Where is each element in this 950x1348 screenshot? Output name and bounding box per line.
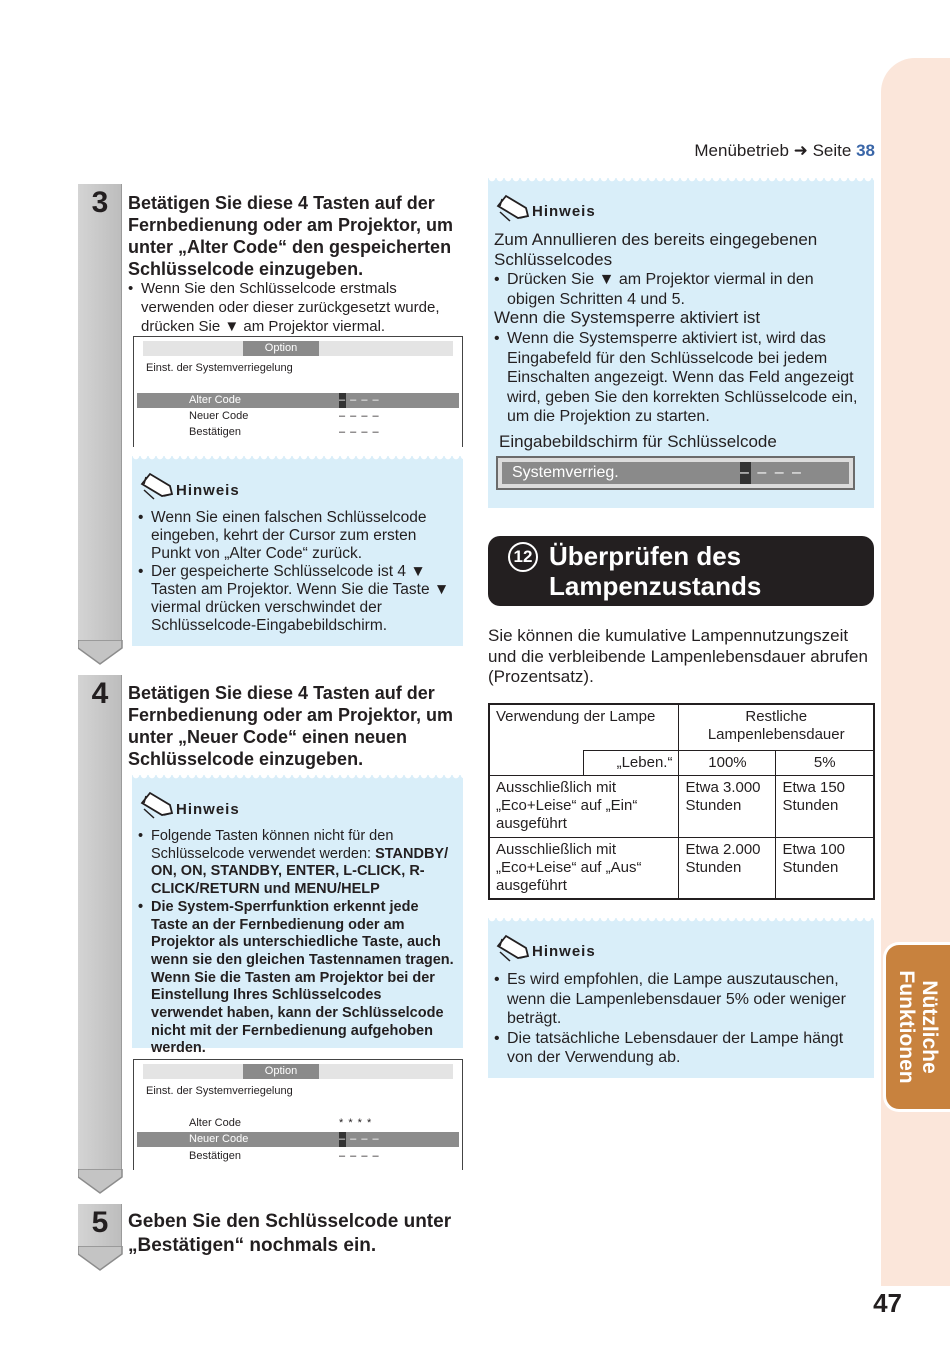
menu-row-value: – – – – [339, 426, 380, 438]
menu-screenshot-old-code [133, 336, 463, 447]
step-4-arrow [78, 675, 122, 1195]
hint-bullets [138, 509, 456, 635]
hint-box-step4 [132, 781, 463, 1057]
table-cell-mode: Ausschließlich mit „Eco+Leise“ auf „Aus“ ausgeführt [489, 837, 679, 899]
cursor: – [339, 1133, 347, 1145]
step-5-number: 5 [91, 1206, 109, 1239]
section-intro: Sie können die kumulative Lampennutzungszeit und die verbleibende Lampenlebensdauer abrufen (Prozentsatz). [488, 626, 868, 686]
hint-bullet: • Die System-Sperrfunktion erkennt jede Taste an der Fernbedienung oder am Projektor als unterschiedliche Taste, auch wenn sie den gleichen Tastennamen tragen. Wenn Sie die Tasten am Projektor bei der Einstellung Ihres Schlüsselcodes verwendet haben, kann der Schlüsselcode nicht mit der Fernbedienung aufgehoben werden. [138, 899, 456, 1058]
menu-row-label: Alter Code [189, 394, 241, 406]
table-row [489, 837, 874, 899]
menu-subtitle: Einst. der Systemverriegelung [146, 1085, 293, 1097]
keycode-value [740, 462, 803, 484]
hint-title: Hinweis [532, 203, 596, 220]
hint-bullets [138, 828, 456, 1058]
section-heading [488, 536, 874, 606]
hint-subheading: Wenn die Systemsperre aktiviert ist [494, 308, 761, 327]
hint-title: Hinweis [532, 943, 596, 960]
chapter-tab-label [895, 970, 941, 1083]
hint-bullets [494, 329, 866, 427]
menu-ref-text: Menübetrieb ➜ Seite [694, 141, 852, 160]
pencil-icon [494, 194, 532, 224]
step-4-title: Betätigen Sie diese 4 Tasten auf der Fernbedienung oder am Projektor, um unter „Neuer Code“ einen neuen Schlüsselcode einzugeben. [128, 683, 454, 769]
table-cell-mode: Ausschließlich mit „Eco+Leise“ auf „Ein“ ausgeführt [489, 775, 679, 837]
hint-bullet-text: Folgende Tasten können nicht für den Schlüsselcode verwendet werden: [151, 828, 394, 862]
pencil-icon [138, 472, 176, 502]
pencil-icon [138, 791, 176, 821]
section-title-line2: Lampenzustands [549, 571, 762, 601]
keycode-value-rest: – – – [750, 464, 803, 481]
hint-bullet: • Es wird empfohlen, die Lampe auszutauschen, wenn die Lampenlebensdauer 5% oder weniger beträgt. [494, 970, 866, 1029]
step-4-number: 4 [91, 677, 109, 710]
menu-row-alter-code [137, 1116, 459, 1131]
menu-row-neuer-code [137, 1132, 459, 1147]
menu-row-label: Alter Code [189, 1117, 241, 1129]
menu-row-neuer-code [137, 409, 459, 424]
table-cell-5: Etwa 100 Stunden [776, 837, 874, 899]
menu-subtitle: Einst. der Systemverriegelung [146, 362, 293, 374]
table-row [489, 775, 874, 837]
step-3-title: Betätigen Sie diese 4 Tasten auf der Fernbedienung oder am Projektor, um unter „Alter Code“ den gespeicherten Schlüsselcode einzugeben. [128, 193, 454, 279]
menu-row-alter-code [137, 393, 459, 408]
table-header-usage: Verwendung der Lampe [489, 704, 679, 750]
menu-row-value [339, 393, 380, 408]
hint-bullet-bold: STANDBY/ ON, ON, STANDBY, ENTER, L-CLICK, R-CLICK/RETURN und MENU/HELP [151, 845, 449, 898]
pencil-icon [494, 934, 532, 964]
step-3-bullet: • Wenn Sie den Schlüsselcode erstmals verwenden oder dieser zurückgesetzt wurde, drücken Sie ▼ am Projektor viermal. [128, 279, 463, 336]
section-number: 12 [508, 542, 538, 572]
hint-bullet: • Wenn die Systemsperre aktiviert ist, wird das Eingabefeld für den Schlüsselcode bei jedem Einschalten angezeigt. Wenn das Feld angezeigt wird, geben Sie den korrekten Schlüsselcode ein, um die Projektion zu starten. [494, 329, 866, 427]
step-3-bullets [128, 279, 463, 336]
hint-box-lamp [488, 924, 874, 1078]
step-5-title: Geben Sie den Schlüsselcode unter „Bestätigen“ nochmals ein. [128, 1211, 452, 1256]
hint-bullet: • Der gespeicherte Schlüsselcode ist 4 ▼ Tasten am Projektor. Wenn Sie die Taste ▼ viermal drücken verschwindet der Schlüsselcode-Eingabebildschirm. [138, 563, 456, 635]
table-cell-100: Etwa 3.000 Stunden [679, 775, 776, 837]
menu-row-value: * * * * [339, 1117, 373, 1129]
menu-row-value [339, 1132, 380, 1147]
menu-row-bestaetigen [137, 1149, 459, 1164]
hint-bullet [138, 828, 456, 899]
hint-subheading: Zum Annullieren des bereits eingegebenen Schlüsselcodes [494, 230, 818, 269]
table-header-remaining: Restliche Lampenlebensdauer [679, 704, 874, 750]
menu-reference [670, 141, 875, 161]
table-sub-label: „Leben.“ [584, 750, 679, 775]
lamp-table [488, 703, 875, 900]
step-3-arrow [78, 184, 122, 666]
menu-row-value-rest: – – – [346, 394, 380, 406]
hint-bullets [494, 970, 866, 1068]
menu-row-value: – – – – [339, 410, 380, 422]
page-number: 47 [873, 1288, 902, 1318]
hint-title: Hinweis [176, 482, 240, 499]
hint-bullet: • Die tatsächliche Lebensdauer der Lampe hängt von der Verwendung ab. [494, 1029, 866, 1068]
step-3-number: 3 [91, 186, 109, 219]
cursor: – [740, 462, 751, 484]
chapter-tab-line2: Funktionen [895, 970, 918, 1084]
menu-row-label: Bestätigen [189, 1150, 241, 1162]
menu-row-label: Neuer Code [189, 1133, 249, 1145]
table-cell-100: Etwa 2.000 Stunden [679, 837, 776, 899]
hint-bullet: • Drücken Sie ▼ am Projektor viermal in den obigen Schritten 4 und 5. [494, 270, 866, 309]
menu-header: Option [243, 1064, 319, 1079]
hint-box-step3 [132, 462, 463, 646]
menu-row-bestaetigen [137, 425, 459, 440]
hint-bullet: • Wenn Sie einen falschen Schlüsselcode eingeben, kehrt der Cursor zum ersten Punkt von „Alter Code“ zurück. [138, 509, 456, 563]
hint-title: Hinweis [176, 801, 240, 818]
chapter-tab [883, 942, 950, 1112]
menu-row-value-rest: – – – [346, 1133, 380, 1145]
table-sub-100: 100% [679, 750, 776, 775]
menu-row-value: – – – – [339, 1150, 380, 1162]
chapter-tab-line1: Nützliche [918, 980, 941, 1074]
section-title [549, 541, 761, 601]
keycode-screen [496, 456, 855, 490]
menu-ref-page: 38 [856, 141, 875, 160]
cursor: – [339, 394, 347, 406]
keycode-field-label: Systemverrieg. [512, 464, 619, 481]
table-sub-5: 5% [776, 750, 874, 775]
section-title-line1: Überprüfen des [549, 541, 742, 571]
table-cell-5: Etwa 150 Stunden [776, 775, 874, 837]
menu-row-label: Neuer Code [189, 410, 249, 422]
menu-header: Option [243, 341, 319, 356]
screen-label: Eingabebildschirm für Schlüsselcode [499, 432, 777, 451]
menu-screenshot-new-code [133, 1059, 463, 1170]
hint-bullets [494, 270, 866, 309]
menu-row-label: Bestätigen [189, 426, 241, 438]
